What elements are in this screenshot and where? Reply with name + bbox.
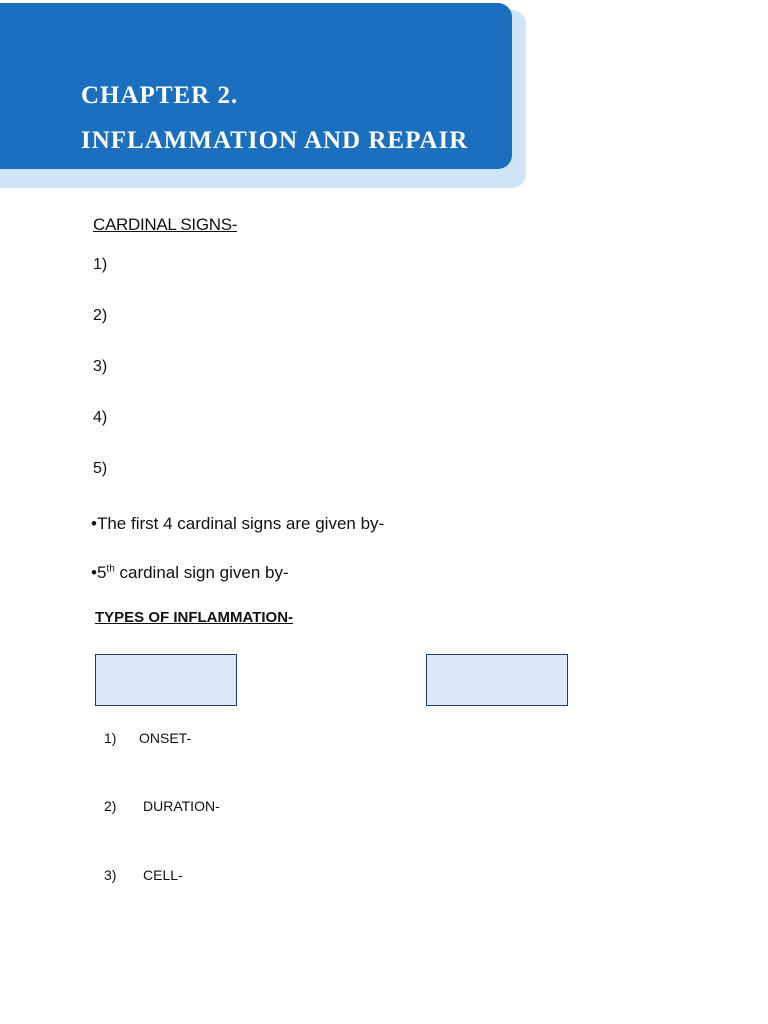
criterion-duration: DURATION- bbox=[143, 798, 220, 814]
cardinal-sign-item-2: 2) bbox=[93, 307, 108, 324]
criterion-number-onset: 1) bbox=[104, 730, 117, 746]
cardinal-sign-item-3: 3) bbox=[93, 358, 108, 375]
cardinal-sign-item-4: 4) bbox=[93, 409, 108, 426]
inflammation-type-box-right bbox=[426, 654, 568, 706]
fifth-ordinal-suffix: th bbox=[106, 563, 115, 575]
inflammation-type-box-left bbox=[95, 654, 237, 706]
chapter-number: CHAPTER 2. bbox=[81, 82, 239, 109]
criterion-onset: ONSET- bbox=[139, 730, 192, 746]
types-heading: TYPES OF INFLAMMATION- bbox=[95, 609, 294, 626]
chapter-title: INFLAMMATION AND REPAIR bbox=[81, 127, 469, 154]
criterion-number-duration: 2) bbox=[104, 798, 117, 814]
criterion-cell: CELL- bbox=[143, 867, 183, 883]
first-four-text: The first 4 cardinal signs are given by- bbox=[96, 514, 385, 533]
bullet-marker: • bbox=[91, 563, 97, 582]
cardinal-signs-heading: CARDINAL SIGNS- bbox=[93, 215, 238, 234]
cardinal-sign-item-5: 5) bbox=[93, 460, 108, 477]
criterion-number-cell: 3) bbox=[104, 867, 117, 883]
first-four-note bbox=[91, 514, 384, 534]
fifth-sign-note bbox=[91, 563, 289, 583]
cardinal-sign-item-1: 1) bbox=[93, 256, 108, 273]
bullet-marker: • bbox=[91, 514, 97, 533]
fifth-text: cardinal sign given by- bbox=[114, 563, 289, 582]
fifth-number: 5 bbox=[96, 563, 107, 582]
